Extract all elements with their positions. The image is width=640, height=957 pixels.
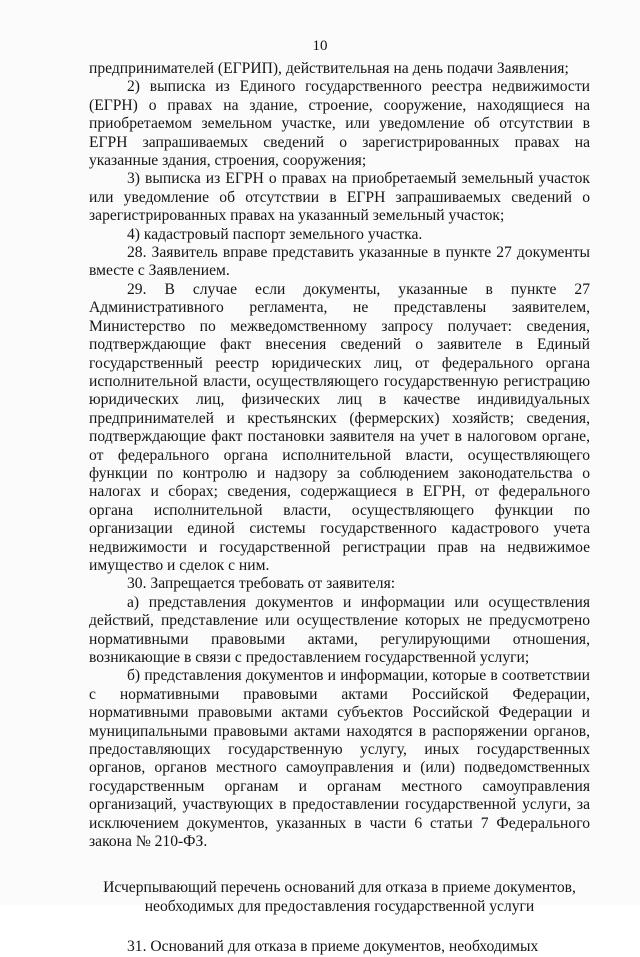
paragraph: б) представления документов и информации, которые в соответствии с нормативными правовыми актами Российской Федерации, нормативными правовыми актами субъектов Российской Федерации и муниципальными правовыми актами находятся в распоряжении органов, предоставляющих государственную услугу, иных государственных органов, органов местного самоуправления и (или) подведомственных государственным органам и органам местного самоуправления организаций, участвующих в предоставлении государственной услуги, за исключением документов, указанных в части 6 статьи 7 Федерального закона № 210-ФЗ. [89,667,590,851]
paragraph-31: 31. Оснований для отказа в приеме документов, необходимых [127,938,539,956]
paragraph: 4) кадастровый паспорт земельного участка. [127,225,423,243]
paragraph: предпринимателей (ЕГРИП), действительная на день подачи Заявления; [89,60,569,77]
page-number: 10 [312,38,328,54]
heading-line-1: Исчерпывающий перечень оснований для отказа в приеме документов, [103,879,576,897]
document-body [89,60,590,957]
paragraph: 2) выписка из Единого государственного реестра недвижимости (ЕГРН) о правах на здание, строение, сооружение, находящиеся на приобретаемом земельном участке, или уведомление об отсутствии в ЕГРН запрашиваемых сведений о зарегистрированных правах на указанные здания, строения, сооружения; [89,78,590,170]
section-heading [89,879,590,916]
paragraph: 29. В случае если документы, указанные в пункте 27 Административного регламента, не представлены заявителем, Министерство по межведомственному запросу получает: сведения, подтверждающие факт внесения сведений о заявителе в Единый государственный реестр юридических лиц, от федерального органа исполнительной власти, осуществляющего государственную регистрацию юридических лиц, физических лиц в качестве индивидуальных предпринимателей и крестьянских (фермерских) хозяйств; сведения, подтверждающие факт постановки заявителя на учет в налоговом органе, от федерального органа исполнительной власти, осуществляющего функции по контролю и надзору за соблюдением законодательства о налогах и сборах; сведения, содержащиеся в ЕГРН, от федерального органа исполнительной власти, осуществляющего функции по организации единой системы государственного кадастрового учета недвижимости и государственной регистрации прав на недвижимое имущество и сделок с ним. [89,280,590,574]
paragraph: 3) выписка из ЕГРН о правах на приобретаемый земельный участок или уведомление об отсутствии в ЕГРН запрашиваемых сведений о зарегистрированных правах на указанный земельный участок; [89,170,590,225]
paragraphs-before-heading [89,60,590,851]
paragraph: 30. Запрещается требовать от заявителя: [127,575,396,593]
paragraph: 28. Заявитель вправе представить указанные в пункте 27 документы вместе с Заявлением. [89,244,590,280]
heading-line-2: необходимых для предоставления государственной услуги [144,897,535,915]
paragraph: а) представления документов и информации или осуществления действий, представление или осуществление которых не предусмотрено нормативными правовыми актами, регулирующими отношения, возникающие в связи с предоставлением государственной услуги; [89,593,590,666]
